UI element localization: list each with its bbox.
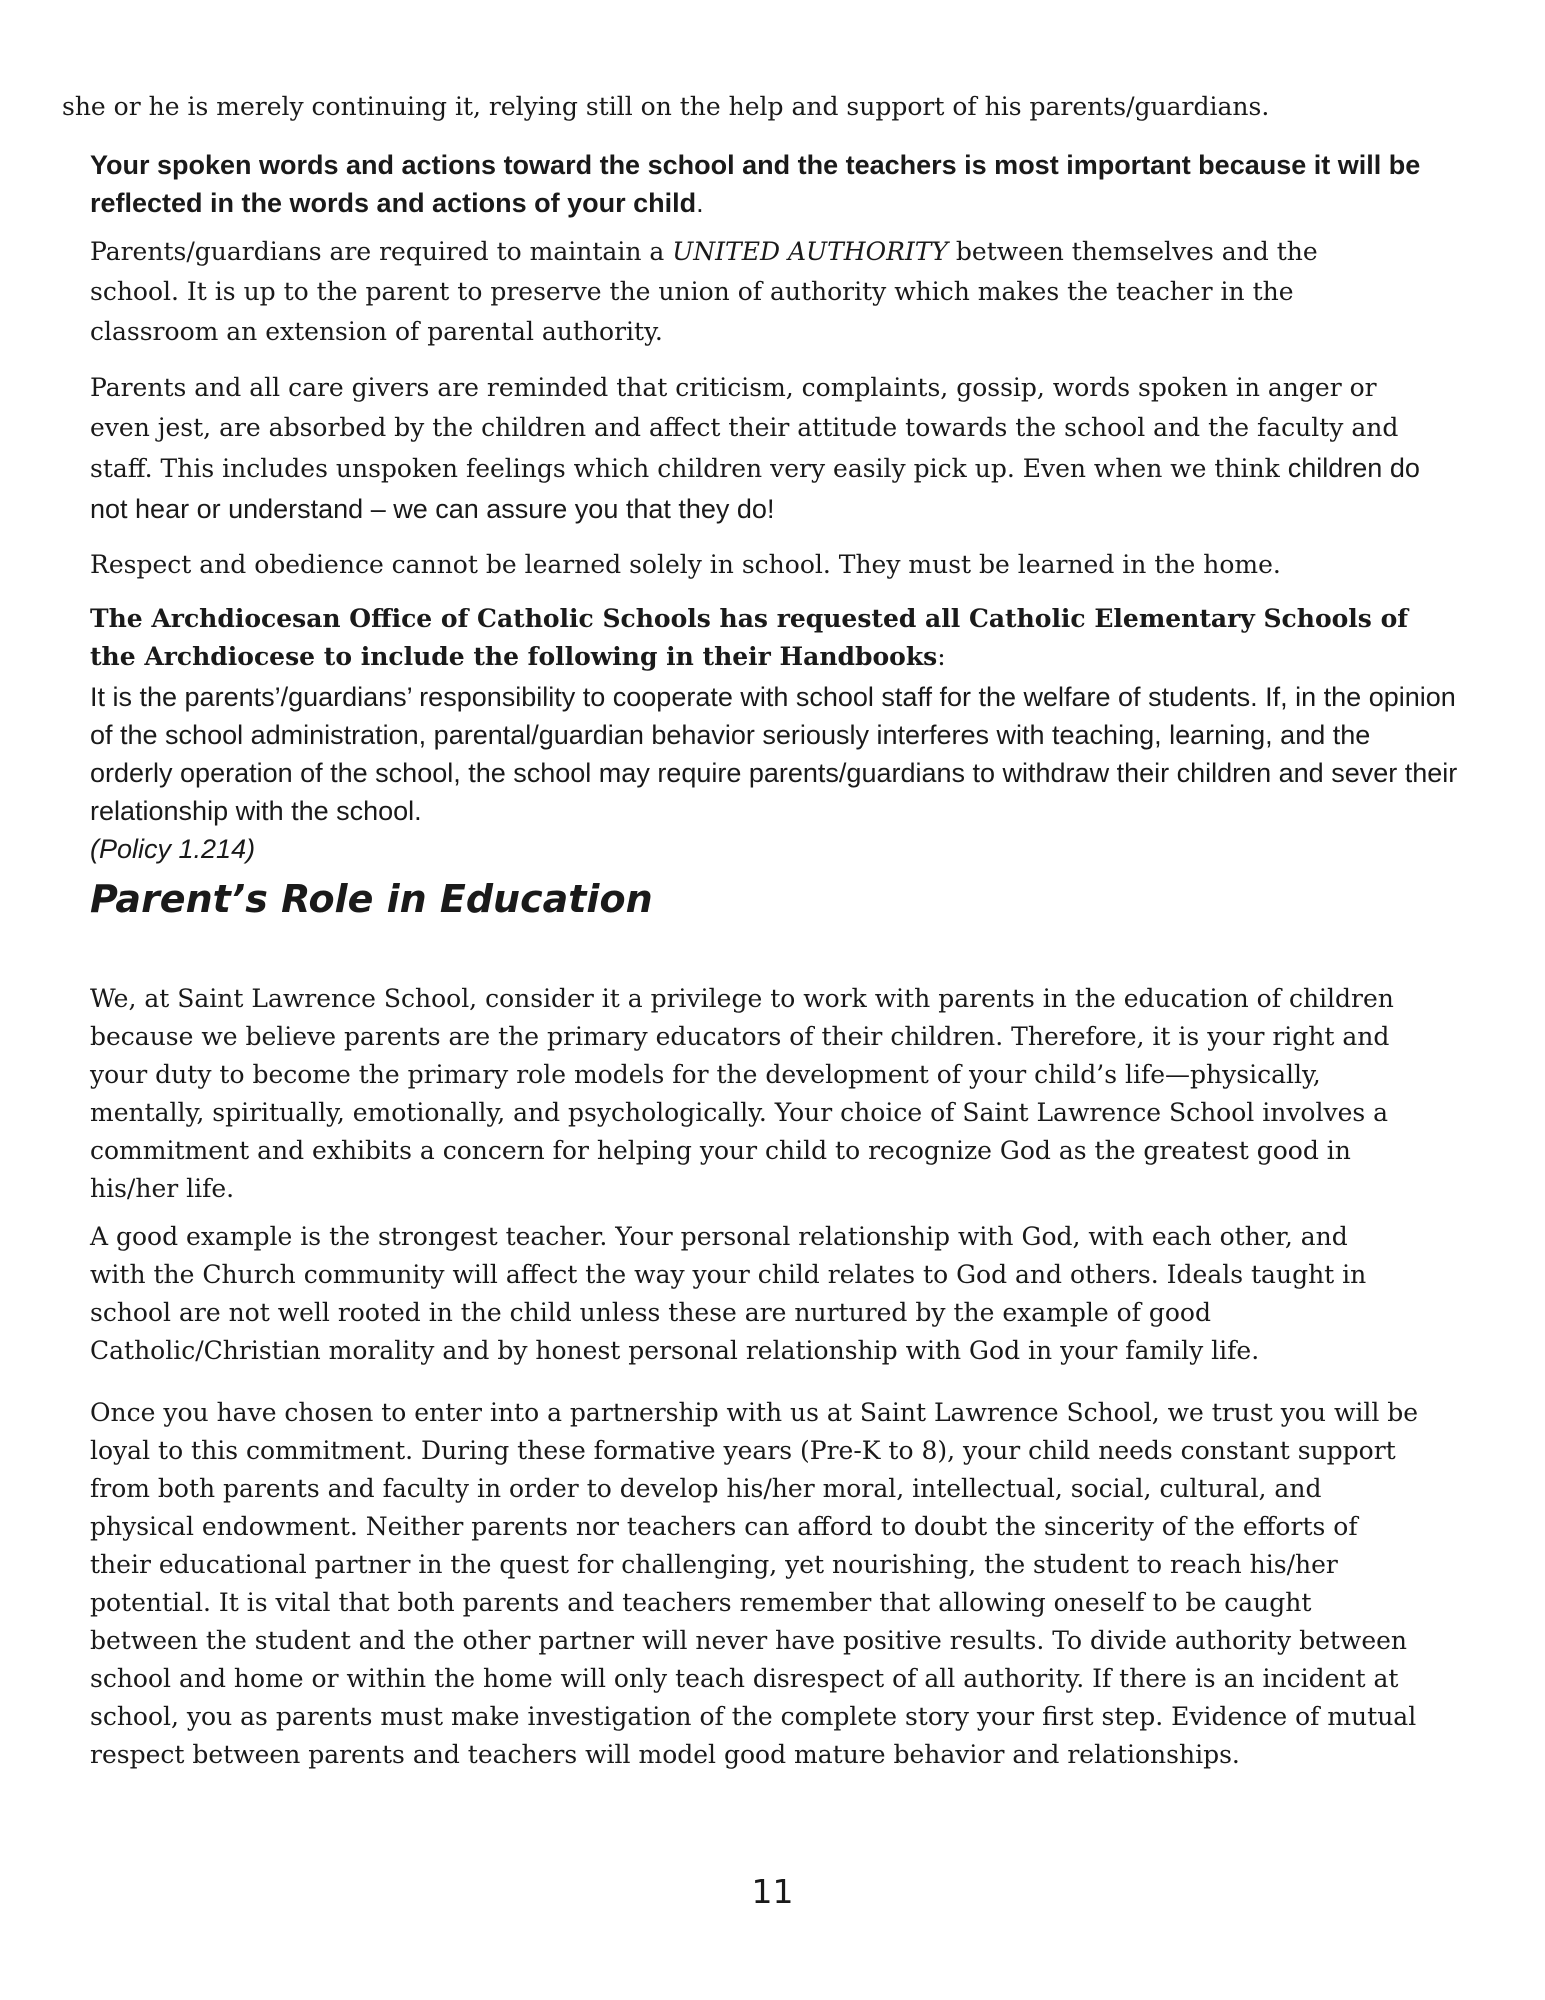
united-authority-paragraph: [90, 232, 1330, 352]
care-givers-paragraph: [90, 368, 1420, 530]
united-authority-italic: UNITED AUTHORITY: [672, 237, 948, 266]
policy-paragraph: It is the parents’/guardians’ responsibility to cooperate with school staff for the welfare of students. If, in the opinion of the school administration, parental/guardian behavior seriously interferes with teaching, learning, and the orderly operation of the school, the school may require parents/guardians to withdraw their children and sever their relationship with the school.: [90, 682, 1458, 826]
care-givers-sans-text: children do not hear or understand – we can assure you that they do!: [90, 453, 1420, 524]
united-authority-lead: Parents/guardians are required to maintain a: [90, 237, 673, 266]
page-number: 11: [751, 1872, 794, 1911]
partnership-paragraph: Once you have chosen to enter into a partnership with us at Saint Lawrence School, we trust you will be loyal to this commitment. During these formative years (Pre-K to 8), your child needs constant support from both parents and faculty in order to develop his/her moral, intellectual, social, cultural, and physical endowment. Neither parents nor teachers can afford to doubt the sincerity of the efforts of their educational partner in the quest for challenging, yet nourishing, the student to reach his/her potential. It is vital that both parents and teachers remember that allowing oneself to be caught between the student and the other partner will never have positive results. To divide authority between school and home or within the home will only teach disrespect of all authority. If there is an incident at school, you as parents must make investigation of the complete story your first step. Evidence of mutual respect between parents and teachers will model good mature behavior and relationships.: [90, 1398, 1419, 1769]
policy-reference: (Policy 1.214): [90, 834, 256, 864]
section-heading: Parent’s Role in Education: [90, 877, 653, 921]
emphasis-bold-text: Your spoken words and actions toward the school and the teachers is most important because it will be reflected in the words and actions of your child: [90, 150, 1421, 218]
archdiocesan-paragraph: [90, 600, 1450, 676]
emphasis-period: .: [696, 188, 704, 218]
care-givers-text: Parents and all care givers are reminded that criticism, complaints, gossip, words spoken in anger or even jest, are absorbed by the children and affect their attitude towards the school and the faculty and staff. This includes unspoken feelings which children very easily pick up. Even when we think: [90, 373, 1399, 483]
intro-paragraph: We, at Saint Lawrence School, consider it a privilege to work with parents in the education of children because we believe parents are the primary educators of their children. Therefore, it is your right and your duty to become the primary role models for the development of your child’s life—physically, mentally, spiritually, emotionally, and psychologically. Your choice of Saint Lawrence School involves a commitment and exhibits a concern for helping your child to recognize God as the greatest good in his/her life.: [90, 984, 1394, 1203]
respect-paragraph: Respect and obedience cannot be learned solely in school. They must be learned in the home.: [90, 550, 1281, 579]
good-example-paragraph: A good example is the strongest teacher. Your personal relationship with God, with each other, and with the Church community will affect the way your child relates to God and others. Ideals taught in school are not well rooted in the child unless these are nurtured by the example of good Catholic/Christian morality and by honest personal relationship with God in your family life.: [90, 1222, 1367, 1365]
archdiocesan-bold-text: The Archdiocesan Office of Catholic Schools has requested all Catholic Elementary Schools of the Archdiocese to include the following in their Handbooks: [90, 604, 1409, 671]
archdiocesan-colon: :: [937, 642, 946, 671]
united-authority-rest: between themselves and the school. It is up to the parent to preserve the union of authority which makes the teacher in the classroom an extension of parental authority.: [90, 237, 1318, 346]
continued-paragraph: she or he is merely continuing it, relying still on the help and support of his parents/guardians.: [62, 92, 1270, 121]
emphasis-paragraph: [90, 146, 1450, 222]
